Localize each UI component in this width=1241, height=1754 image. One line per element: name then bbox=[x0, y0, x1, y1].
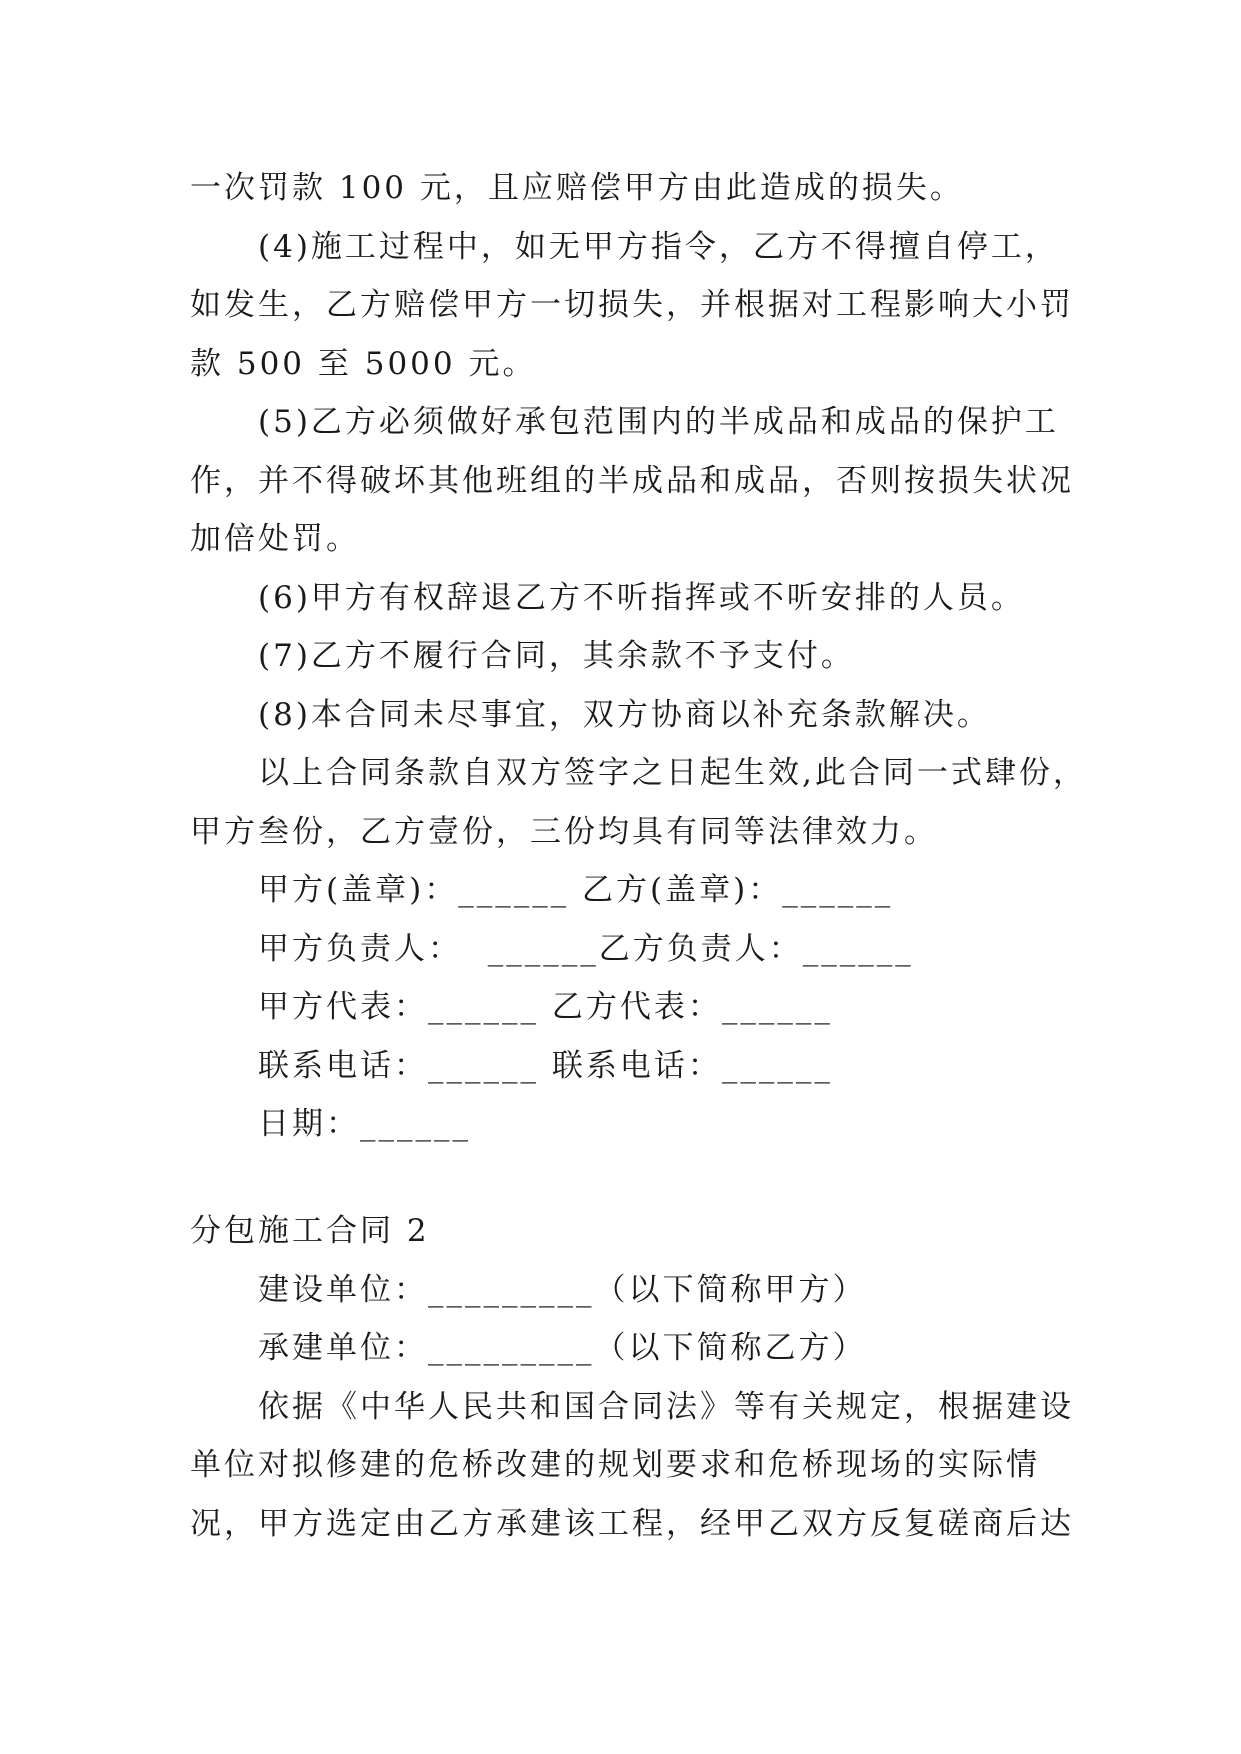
text-line: 加倍处罚。 bbox=[190, 521, 360, 557]
text-line: 单位对拟修建的危桥改建的规划要求和危桥现场的实际情 bbox=[190, 1447, 1040, 1483]
effectiveness-paragraph: 以上合同条款自双方签字之日起生效,此合同一式肆份， bbox=[258, 755, 1087, 791]
signature-representative-line: 甲方代表：______ 乙方代表：______ bbox=[258, 989, 833, 1025]
signature-date-line: 日期：______ bbox=[258, 1106, 471, 1142]
text-line: 一次罚款 100 元，且应赔偿甲方由此造成的损失。 bbox=[190, 170, 964, 206]
text-line: 如发生，乙方赔偿甲方一切损失，并根据对工程影响大小罚 bbox=[190, 287, 1074, 323]
contractor-unit-line: 承建单位：_________（以下简称乙方） bbox=[258, 1330, 867, 1366]
signature-seal-line: 甲方(盖章)：______ 乙方(盖章)：______ bbox=[258, 872, 894, 908]
text-line: 况，甲方选定由乙方承建该工程，经甲乙双方反复磋商后达 bbox=[190, 1506, 1074, 1542]
clause-4: (4)施工过程中，如无甲方指令，乙方不得擅自停工， bbox=[258, 229, 1059, 265]
text-line: 甲方叁份，乙方壹份，三份均具有同等法律效力。 bbox=[190, 814, 938, 850]
text-line: 款 500 至 5000 元。 bbox=[190, 346, 537, 382]
signature-phone-line: 联系电话：______ 联系电话：______ bbox=[258, 1048, 833, 1084]
clause-8: (8)本合同未尽事宜，双方协商以补充条款解决。 bbox=[258, 697, 991, 733]
clause-5: (5)乙方必须做好承包范围内的半成品和成品的保护工 bbox=[258, 404, 1059, 440]
preamble-paragraph: 依据《中华人民共和国合同法》等有关规定，根据建设 bbox=[258, 1389, 1074, 1425]
text-line: 作，并不得破坏其他班组的半成品和成品，否则按损失状况 bbox=[190, 463, 1074, 499]
section-title: 分包施工合同 2 bbox=[190, 1213, 430, 1249]
signature-responsible-line: 甲方负责人： ______乙方负责人：______ bbox=[258, 931, 914, 967]
clause-7: (7)乙方不履行合同，其余款不予支付。 bbox=[258, 638, 855, 674]
clause-6: (6)甲方有权辞退乙方不听指挥或不听安排的人员。 bbox=[258, 580, 1025, 616]
construction-unit-line: 建设单位：_________（以下简称甲方） bbox=[258, 1272, 867, 1308]
